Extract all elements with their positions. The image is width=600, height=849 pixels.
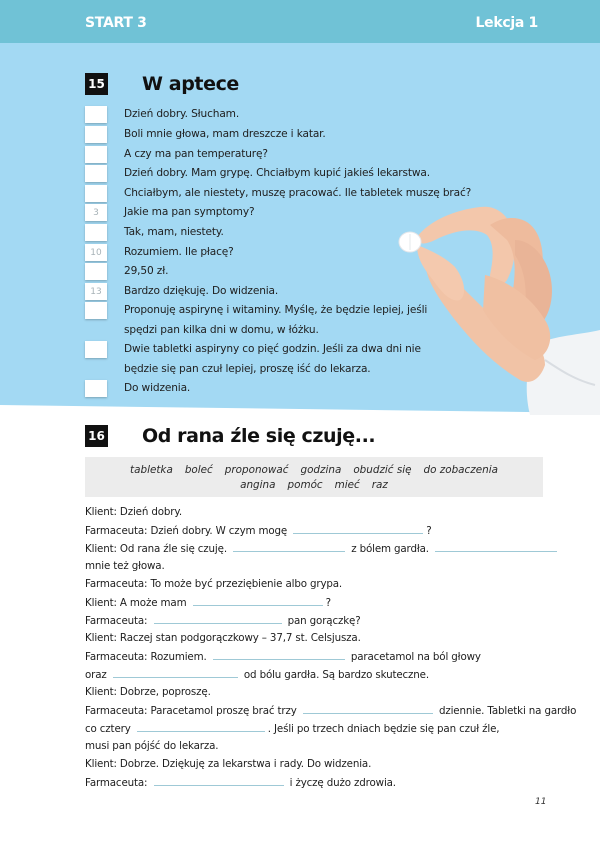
dialog-line: Jakie ma pan symptomy? [124,206,255,218]
dialog-line: Dzień dobry. Mam grypę. Chciałbym kupić jakieś lekarstwa. [124,167,430,179]
order-box[interactable]: 13 [85,283,107,300]
dialog-line: Dzień dobry. Słucham. [124,108,240,120]
dialog-line [85,541,560,555]
dialog-line [85,739,218,753]
order-box[interactable] [85,185,107,202]
dialog-text: . Jeśli po trzech dniach będzie się pan czuł źle, [267,723,500,735]
order-box[interactable] [85,380,107,397]
fill-in-blank[interactable] [193,595,323,606]
book-title: START 3 [85,15,147,31]
dialog-line-continuation: będzie się pan czuł lepiej, proszę iść do lekarza. [124,363,371,375]
dialog-line [85,685,211,699]
dialog-line [85,595,331,609]
order-box[interactable] [85,341,107,358]
fill-in-blank[interactable] [293,523,423,534]
dialog-line [85,667,429,681]
dialog-line [85,649,481,663]
dialog-text: Klient: Dobrze, poproszę. [85,686,211,698]
order-box[interactable] [85,302,107,319]
exercise-15-title: W aptece [142,73,239,95]
fill-in-blank[interactable] [113,667,238,678]
dialog-line [85,505,182,519]
dialog-text: Klient: Dzień dobry. [85,506,182,518]
word-bank-item: proponować [224,464,289,476]
hand-holding-pill-image [395,185,600,415]
exercise-16-number: 16 [85,425,108,447]
dialog-text: musi pan pójść do lekarza. [85,740,219,752]
word-bank-item: godzina [300,464,342,476]
dialog-text: Farmaceuta: [85,615,148,627]
dialog-line [85,613,361,627]
word-bank-item: boleć [184,464,213,476]
page-number: 11 [535,797,547,807]
word-bank-item: mieć [334,479,360,491]
fill-in-blank[interactable] [233,541,345,552]
dialog-line: Boli mnie głowa, mam dreszcze i katar. [124,128,326,140]
word-bank-item: obudzić się [353,464,412,476]
dialog-text: Klient: Od rana źle się czuję. [85,543,227,555]
word-bank-item: tabletka [130,464,173,476]
fill-in-blank[interactable] [137,721,265,732]
exercise-15-number: 15 [85,73,108,95]
dialog-line: A czy ma pan temperaturę? [124,148,268,160]
dialog-line [85,577,342,591]
dialog-text: mnie też głowa. [85,560,165,572]
dialog-text: Klient: Raczej stan podgorączkowy – 37,7 st. Celsjusza. [85,632,361,644]
dialog-text: Farmaceuta: To może być przeziębienie albo grypa. [85,578,343,590]
word-bank-item: do zobaczenia [423,464,498,476]
order-box[interactable] [85,165,107,182]
fill-in-blank[interactable] [154,775,284,786]
dialog-text: dziennie. Tabletki na gardło [438,705,577,717]
dialog-text: ? [426,525,432,537]
dialog-text: Klient: A może mam [85,597,187,609]
dialog-line [85,721,499,735]
dialog-line [85,631,361,645]
dialog-text: Farmaceuta: Rozumiem. [85,651,207,663]
fill-in-blank[interactable] [154,613,282,624]
word-bank [85,457,543,497]
word-bank-item: raz [371,479,388,491]
dialog-text: pan gorączkę? [287,615,361,627]
order-box[interactable] [85,126,107,143]
word-bank-item: angina [240,479,276,491]
word-bank-line-2 [85,479,543,491]
dialog-text: Farmaceuta: Dzień dobry. W czym mogę [85,525,288,537]
dialog-text: oraz [85,669,107,681]
fill-in-blank[interactable] [303,703,433,714]
dialog-line [85,757,371,771]
dialog-line [85,523,432,537]
fill-in-blank[interactable] [213,649,345,660]
dialog-text: z bólem gardła. [351,543,429,555]
dialog-line-continuation: spędzi pan kilka dni w domu, w łóżku. [124,324,319,336]
word-bank-item: pomóc [287,479,323,491]
dialog-line: Dwie tabletki aspiryny co pięć godzin. Jeśli za dwa dni nie [124,343,421,355]
dialog-text: paracetamol na ból głowy [350,651,481,663]
dialog-line [85,775,396,789]
dialog-line: Chciałbym, ale niestety, muszę pracować. Ile tabletek muszę brać? [124,187,472,199]
order-box[interactable] [85,263,107,280]
dialog-line: Bardzo dziękuję. Do widzenia. [124,285,279,297]
order-box[interactable] [85,106,107,123]
dialog-line: 29,50 zł. [124,265,169,277]
page-header [0,0,600,43]
fill-in-blank[interactable] [435,541,557,552]
dialog-text: Klient: Dobrze. Dziękuję za lekarstwa i rady. Do widzenia. [85,758,372,770]
word-bank-line-1 [85,464,543,476]
exercise-16-title: Od rana źle się czuję... [142,425,376,447]
order-box[interactable]: 3 [85,204,107,221]
dialog-line: Proponuję aspirynę i witaminy. Myślę, że będzie lepiej, jeśli [124,304,428,316]
dialog-text: ? [325,597,331,609]
dialog-line: Do widzenia. [124,382,191,394]
lesson-label: Lekcja 1 [475,15,538,31]
dialog-line: Rozumiem. Ile płacę? [124,246,234,258]
dialog-text: i życzę dużo zdrowia. [289,777,396,789]
dialog-line [85,703,576,717]
dialog-text: co cztery [85,723,131,735]
dialog-text: Farmaceuta: Paracetamol proszę brać trzy [85,705,297,717]
order-box[interactable]: 10 [85,244,107,261]
dialog-text: Farmaceuta: [85,777,148,789]
order-box[interactable] [85,224,107,241]
dialog-line [85,559,165,573]
dialog-line: Tak, mam, niestety. [124,226,224,238]
order-box[interactable] [85,146,107,163]
dialog-text: od bólu gardła. Są bardzo skuteczne. [243,669,429,681]
